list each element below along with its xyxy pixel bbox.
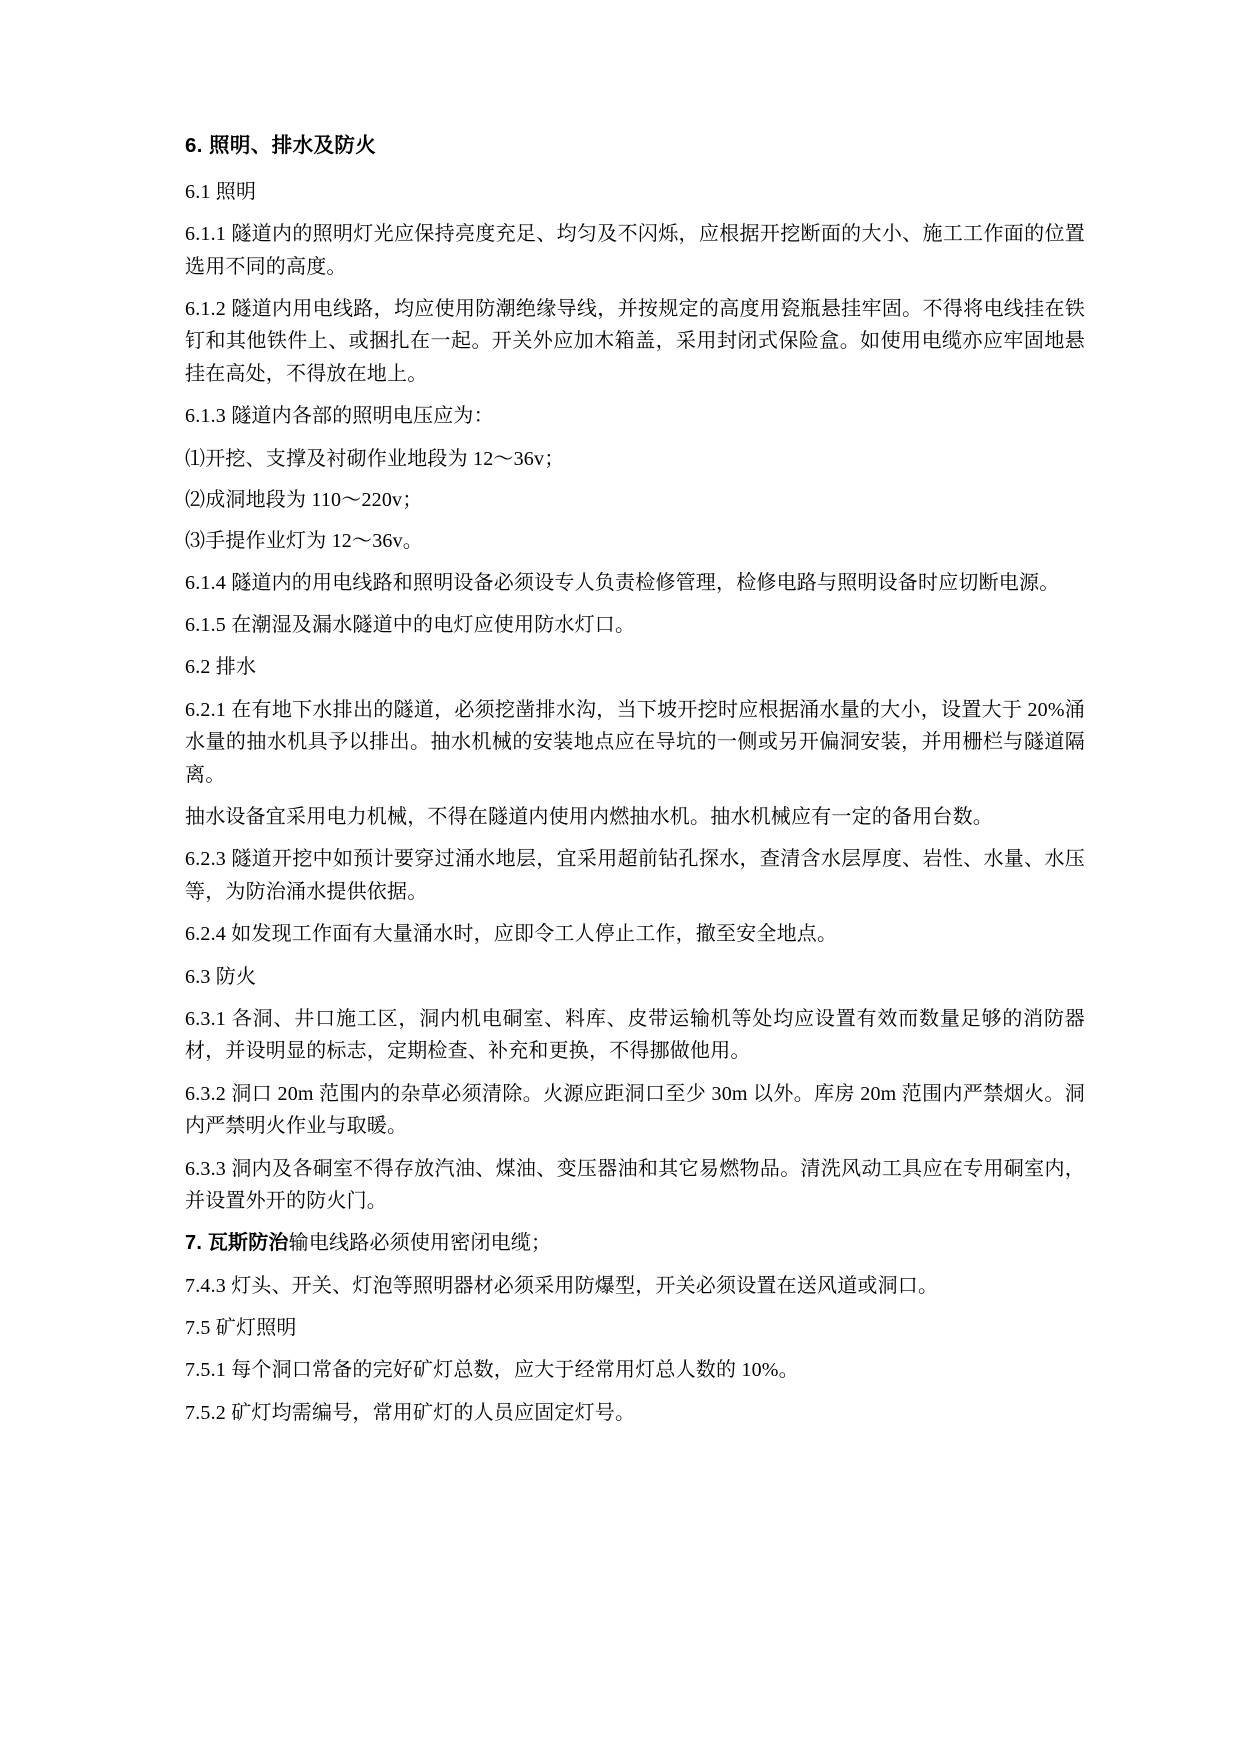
paragraph-6-2-4: 6.2.4 如发现工作面有大量涌水时，应即令工人停止工作，撤至安全地点。 (185, 923, 838, 946)
list-item-1: ⑴开挖、支撑及衬砌作业地段为 12～36v； (185, 447, 565, 470)
paragraph-6-3-2: 6.3.2 洞口 20m 范围内的杂草必须清除。火源应距洞口至少 30m 以外。库房 20m 范围内严禁烟火。洞内严禁明火作业与取暖。 (185, 1082, 1085, 1138)
paragraph-6-2: 6.2 排水 (185, 656, 257, 679)
paragraph-6-1-2: 6.1.2 隧道内用电线路，均应使用防潮绝缘导线，并按规定的高度用瓷瓶悬挂牢固。不得将电线挂在铁钉和其他铁件上、或捆扎在一起。开关外应加木箱盖，采用封闭式保险盒。如使用电缆亦应牢固地悬挂在高处，不得放在地上。 (185, 297, 1085, 385)
paragraph-6-1-5: 6.1.5 在潮湿及漏水隧道中的电灯应使用防水灯口。 (185, 614, 636, 637)
paragraph-6-2-1: 6.2.1 在有地下水排出的隧道，必须挖凿排水沟，当下坡开挖时应根据涌水量的大小，设置大于 20%涌水量的抽水机具予以排出。抽水机械的安装地点应在导坑的一侧或另开偏洞安装，并用栅栏与隧道隔离。 (185, 698, 1085, 786)
paragraph-6-1: 6.1 照明 (185, 180, 257, 203)
list-item-3: ⑶手提作业灯为 12～36v。 (185, 530, 423, 553)
document-body (185, 130, 1085, 1429)
paragraph-6-1-1: 6.1.1 隧道内的照明灯光应保持亮度充足、均匀及不闪烁，应根据开挖断面的大小、施工工作面的位置选用不同的高度。 (185, 223, 1085, 278)
subsection-heading: 7. 瓦斯防治 (185, 1232, 289, 1255)
paragraph-7-4-3: 7.4.3 灯头、开关、灯泡等照明器材必须采用防爆型，开关必须设置在送风道或洞口。 (185, 1274, 939, 1297)
paragraph-7-5: 7.5 矿灯照明 (185, 1317, 297, 1340)
paragraph-6-3: 6.3 防火 (185, 965, 257, 988)
subsection-heading-rest: 输电线路必须使用密闭电缆； (288, 1232, 552, 1255)
paragraph-6-2-2: 抽水设备宜采用电力机械，不得在隧道内使用内燃抽水机。抽水机械应有一定的备用台数。 (185, 806, 993, 829)
paragraph-6-1-4: 6.1.4 隧道内的用电线路和照明设备必须设专人负责检修管理，检修电路与照明设备时应切断电源。 (185, 571, 1060, 594)
paragraph-6-3-1: 6.3.1 各洞、井口施工区，洞内机电硐室、料库、皮带运输机等处均应设置有效而数量足够的消防器材，并设明显的标志，定期检查、补充和更换，不得挪做他用。 (185, 1007, 1085, 1063)
paragraph-6-2-3: 6.2.3 隧道开挖中如预计要穿过涌水地层，宜采用超前钻孔探水，查清含水层厚度、岩性、水量、水压等，为防治涌水提供依据。 (185, 848, 1085, 903)
paragraph-7-5-2: 7.5.2 矿灯均需编号，常用矿灯的人员应固定灯号。 (185, 1401, 636, 1424)
subsection-heading-line (185, 1227, 1085, 1259)
section-heading: 6. 照明、排水及防火 (185, 134, 377, 157)
paragraph-7-5-1: 7.5.1 每个洞口常备的完好矿灯总数，应大于经常用灯总人数的 10%。 (185, 1359, 799, 1382)
list-item-2: ⑵成洞地段为 110～220v； (185, 488, 423, 511)
paragraph-6-3-3: 6.3.3 洞内及各硐室不得存放汽油、煤油、变压器油和其它易燃物品。清洗风动工具应在专用硐室内，并设置外开的防火门。 (185, 1157, 1085, 1212)
paragraph-6-1-3: 6.1.3 隧道内各部的照明电压应为： (185, 405, 494, 428)
